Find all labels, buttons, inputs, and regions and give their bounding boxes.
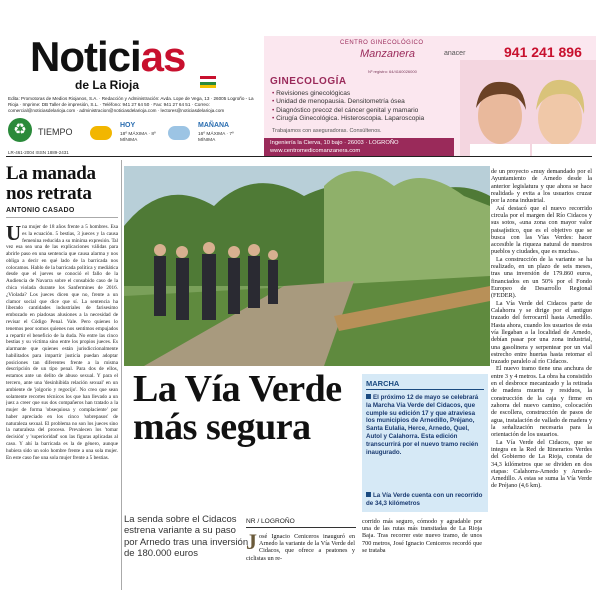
ad-title: GINECOLOGÍA [270,76,347,87]
ad-contact-bar [264,138,454,156]
marcha-box-text-1: El próximo 12 de mayo se celebrará la Marcha Vía Verde del Cidacos, que cumple su edición 17 y que atraviesa los municipios de Arnedillo, Préjano, Santa Eulalia, Herce, Arnedo, Quel, Autol y Calahorra. Esta edición transcurrirá por el nuevo tramo recién inaugurado. [366,394,479,456]
newspaper-logo [30,33,186,80]
rioja-flag-icon [200,76,216,88]
cloud-rain-icon [168,126,190,140]
ad-services-list [272,90,424,123]
logo-accent: as [140,33,186,80]
today-temps: 18º MÁXIMA · 8º MÍNIMA [120,132,156,143]
ad-brand-small: CENTRO GINECOLÓGICO [340,40,424,46]
main-body-right-column [491,168,592,592]
ad-brand: Manzanera [360,48,416,60]
opinion-drop-cap: U [6,224,22,245]
body-paragraph: de un proyecto «muy demandado por el Ayuntamiento de Arnedo desde la anterior legislatura y que ahora se hace realidad» y evita a los usuarios cruzar por la zona industrial. [491,168,592,205]
article-photo [124,166,490,366]
marcha-box-title: MARCHA [366,379,400,388]
logo-subtitle: de La Rioja [75,78,140,92]
ad-photo-women [460,60,596,156]
sun-cloud-icon [90,126,112,140]
marcha-box-text-2: La Vía Verde cuenta con un recorrido de 34,3 kilómetros [366,492,483,507]
body-paragraph: La Vía Verde del Cidacos parte de Calahorra y se dirige por el antiguo trazado del ferrocarril hasta Arnedillo. Hasta ahora, cuando los usuarios de esta vía llegaban a la localidad de Arnedo, debían pasar por una zona industrial, una gasolinera y serpentear por un vial estrecho entre huertas hasta retomar el trazado paralelo al río Cidacos. [491,299,592,366]
ad-address: Ingeniería la Cierva, 10 bajo · 26003 · LOGROÑO [270,140,399,146]
ad-anacer: anacer [444,50,466,57]
column-divider [121,160,122,590]
bullet-square-icon [366,492,371,497]
marcha-box-item [366,492,484,508]
body-paragraph: Así destacó que el nuevo recorrido circula por el margen del Río Cidacos y sus sotos, «una zona con mayor valor paisajístico, que es el objetivo que se busca con las Vías Verdes: hacer accesible la riqueza natural de nuestros pueblos y ciudades, que es mucha». [491,204,592,256]
ad-phone[interactable]: 941 241 896 [504,44,582,60]
ad-service-item: • Unidad de menopausia. Densitometría ósea [272,98,424,106]
byline-rule [246,527,356,528]
main-body-text-1: osé Ignacio Ceniceros inauguró en Arnedo la variante de la Vía Verde del Cidacos, que ofrece a peatones y ciclistas un re- [246,533,355,562]
marcha-box-item [366,394,484,456]
opinion-author: ANTONIO CASADO [6,207,75,214]
publisher-credits: Edita: Promotoras de Medios Riojanos, S.A. · Redacción y Administración: Avda. Lope de Vega, 13 · 26005 Logroño - La Rioja · Imprime: DB Taller de impresión, S.L. · Teléfono: 941 27 64 50 · Fax: 941 27 64 51 · Correo: comercial@noticiasdelarioja.com · administracion@noticiasdelarioja.com · lectores@noticiasdelarioja.com [8,96,254,114]
opinion-text: na mujer de 18 años frente a 5 hombres. Esa es la ecuación. 5 bestias, 3 jueces y la causa femenina reducida a su mínima expresión. Tal vez esa sea una de las explicaciones válidas para abrirle paso en una sentencia que causa alarma y nos obliga a decir en qué lado de la barricada nos colocamos. Hablo de la barricada política y mediática desde que el jueves se conoció el fallo de la Audiencia de Navarra sobre el consabido caso de la chica violada durante los Sanfermines de 2016. ¿Violada? Los jueces dicen que no, frente a un clamor social que dice que sí. La sentencia ha liberado cantidades industriales de farisesimo embozado en piadosas alusiones a la necesidad de revisar el Código Penal. Vale. Pero quienes lo tenemos peor somos quienes nos sentimos empujados a repartir el beneficio de la duda. No entre las cinco bestias y su víctima sino entre los propios jueces. Es alarmante que quienes están jurisdiccionalmente habilitados para impartir justicia puedan adoptar posiciones tan diferentes frente a la misma descripción de un tipo penal. Para dos de ellos, estamos ante un delito de abuso sexual. Y para el tercero, ante una 'desinhibida relación sexual' en un ambiente de 'jolgorio y regocijo'. No creo que sean solamente recortes técnicos los que han llevado a un juez a creer que sus dos compañeros han tratado a la mujer de forma 'obsequiosa y complaciente' por haber apreciado en los cinco 'sobrepasos' de naturaleza sexual. El problema no son los jueces sino la naturaleza del proceso. Prevalecen los 'tomar decisión' y 'superioridad' son las figuras aplicadas al caso. Y ahí la barricada es la de género, aunque hubiera sido un solo hombre frente a una sola mujer. En este caso fue una sola mujer frente a 5 bestias. [6,224,118,461]
masthead-divider [6,156,592,157]
body-paragraph: La Vía Verde del Cidacos, que se integra en la Red de Itinerarios Verdes del Gobierno de La Rioja, consta de 34,3 kilómetros que se dividen en dos etapas: Calahorra-Arnedo y Arnedo-Arnedillo. A estas se suma la Vía Verde de Préjano (4,6 km). [491,438,592,490]
recycle-icon: ♻ [8,118,32,142]
marcha-box-rule [366,389,484,390]
ad-registry: Nº registro: 64/4160026000 [368,69,417,74]
weather-label: TIEMPO [38,127,73,137]
today-label: HOY [120,122,136,129]
logo-text: Notici [30,33,141,80]
gynecology-ad[interactable] [264,36,596,156]
ad-service-item: • Cirugía Ginecológica. Histeroscopia. Laparoscopia [272,115,424,123]
ad-website[interactable]: www.centromedicomanzanera.com [270,147,361,154]
weather-strip [8,118,260,148]
ad-service-item: • Diagnóstico precoz del cáncer genital y mamario [272,107,424,115]
tomorrow-label: MAÑANA [198,122,230,129]
tomorrow-temps: 16º MÁXIMA · 7º MÍNIMA [198,132,234,143]
author-rule [6,217,118,218]
opinion-headline: La manada nos retrata [6,163,96,204]
bullet-square-icon [366,394,371,399]
legal-deposit: LR-461-2004 ISSN 1889-2431 [8,150,69,155]
ad-service-item: • Revisiones ginecológicas [272,90,424,98]
main-byline: NR / LOGROÑO [246,518,295,525]
main-body-col1 [246,533,355,593]
main-drop-cap: J [246,533,257,554]
opinion-body [6,224,118,590]
main-body-col2: corrido más seguro, cómodo y agradable por una de las rutas más transitadas de La Rioja Baja. Tras recorrer este nuevo tramo, de unos 700 metros, José Ignacio Ceniceros recordó que se trataba [362,518,482,554]
body-paragraph: La construcción de la variante se ha realizado, en un plazo de seis meses, tras una inversión de 179.860 euros, financiados en un 50% por el Fondo Europeo de Desarrollo Regional (FEDER). [491,255,592,300]
body-paragraph: El nuevo tramo tiene una anchura de entre 3 y 4 metros. La obra ha consistido en el desbroce mecanizado y la retirada de madera muerta y residuos, la construcción de la caja y firme en zahorra del nuevo camino, colocación de escollera, construcción de pasos de agua, instalación de vallado de madera y la señalización necesaria para la orientación de los usuarios. [491,365,592,439]
main-headline: La Vía Verde más segura [133,368,342,448]
ad-insurers: Trabajamos con aseguradoras. Consúltenos. [272,128,382,134]
main-subhead: La senda sobre el Cidacos estrena variante a su paso por Arnedo tras una inversión de 180.000 euros [124,514,249,559]
